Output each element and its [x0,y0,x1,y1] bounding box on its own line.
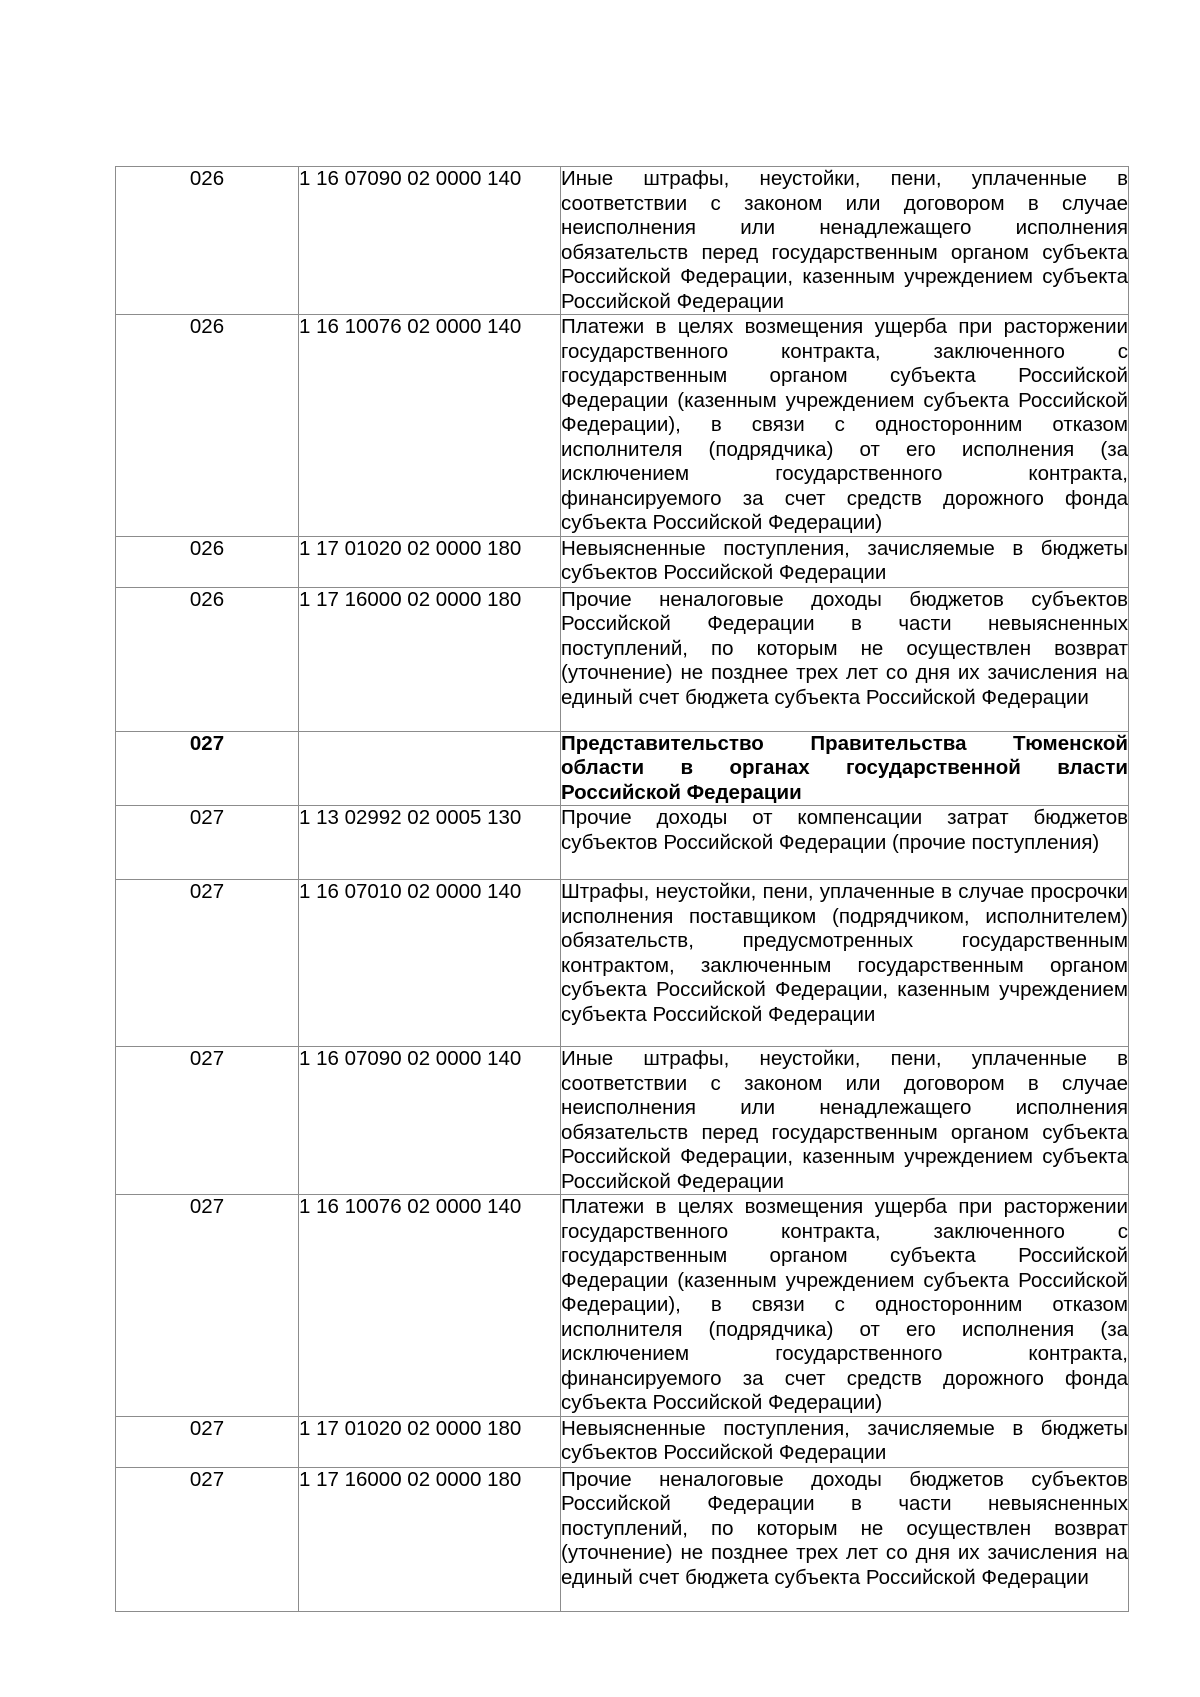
budget-classification-code-cell: 1 16 10076 02 0000 140 [299,315,561,537]
table-row [116,536,1129,587]
admin-code-cell: 027 [116,1195,299,1417]
revenue-name-cell: Штрафы, неустойки, пени, уплаченные в случае просрочки исполнения поставщиком (подрядчиком, исполнителем) обязательств, предусмотренных государственным контрактом, заключенным государственным органом субъекта Российской Федерации, казенным учреждением субъекта Российской Федерации [561,880,1129,1047]
table-row [116,880,1129,1047]
table-row [116,587,1129,731]
budget-classification-code-cell: 1 17 01020 02 0000 180 [299,536,561,587]
budget-classification-code-cell: 1 16 07090 02 0000 140 [299,1047,561,1195]
admin-code-cell: 026 [116,167,299,315]
admin-code-cell: 027 [116,731,299,806]
admin-code-cell: 027 [116,806,299,880]
admin-code-cell: 027 [116,1416,299,1467]
revenue-name-cell: Иные штрафы, неустойки, пени, уплаченные в соответствии с законом или договором в случае неисполнения или ненадлежащего исполнения обязательств перед государственным органом субъекта Российской Федерации, казенным учреждением субъекта Российской Федерации [561,167,1128,313]
revenue-name-cell: Иные штрафы, неустойки, пени, уплаченные в соответствии с законом или договором в случае неисполнения или ненадлежащего исполнения обязательств перед государственным органом субъекта Российской Федерации, казенным учреждением субъекта Российской Федерации [561,1047,1128,1193]
admin-code-cell: 027 [116,880,299,1047]
table-row [116,315,1129,537]
budget-classification-code-cell: 1 17 16000 02 0000 180 [299,1467,561,1611]
table-row [116,731,1129,806]
revenue-name-cell: Представительство Правительства Тюменской области в органах государственной власти Российской Федерации [561,731,1128,804]
admin-code-cell: 026 [116,315,299,537]
table-row [116,1195,1129,1417]
revenue-name-cell: Прочие неналоговые доходы бюджетов субъектов Российской Федерации в части невыясненных поступлений, по которым не осуществлен возврат (уточнение) не позднее трех лет со дня их зачисления на единый счет бюджета субъекта Российской Федерации [561,1467,1129,1611]
revenue-name-cell: Невыясненные поступления, зачисляемые в бюджеты субъектов Российской Федерации [561,1416,1129,1467]
revenue-codes-table [115,166,1129,1612]
revenue-name-cell: Прочие доходы от компенсации затрат бюджетов субъектов Российской Федерации (прочие поступления) [561,806,1129,880]
budget-classification-code-cell: 1 17 01020 02 0000 180 [299,1416,561,1467]
admin-code-cell: 026 [116,587,299,731]
budget-classification-code-cell: 1 16 07010 02 0000 140 [299,880,561,1047]
budget-classification-code-cell: 1 13 02992 02 0005 130 [299,806,561,880]
budget-classification-code-cell: 1 16 10076 02 0000 140 [299,1195,561,1417]
table-row [116,167,1129,315]
table-body [116,167,1129,1612]
revenue-name-cell: Платежи в целях возмещения ущерба при расторжении государственного контракта, заключенного с государственным органом субъекта Российской Федерации (казенным учреждением субъекта Российской Федерации), в связи с односторонним отказом исполнителя (подрядчика) от его исполнения (за исключением государственного контракта, финансируемого за счет средств дорожного фонда субъекта Российской Федерации) [561,1195,1128,1414]
admin-code-cell: 027 [116,1467,299,1611]
table-row [116,1416,1129,1467]
table-row [116,1047,1129,1195]
admin-code-cell: 027 [116,1047,299,1195]
revenue-name-cell: Невыясненные поступления, зачисляемые в бюджеты субъектов Российской Федерации [561,536,1129,587]
revenue-name-cell: Прочие неналоговые доходы бюджетов субъектов Российской Федерации в части невыясненных поступлений, по которым не осуществлен возврат (уточнение) не позднее трех лет со дня их зачисления на единый счет бюджета субъекта Российской Федерации [561,587,1129,731]
table-row [116,1467,1129,1611]
table-row [116,806,1129,880]
budget-classification-code-cell: 1 16 07090 02 0000 140 [299,167,561,315]
budget-classification-code-cell: 1 17 16000 02 0000 180 [299,587,561,731]
admin-code-cell: 026 [116,536,299,587]
revenue-name-cell: Платежи в целях возмещения ущерба при расторжении государственного контракта, заключенного с государственным органом субъекта Российской Федерации (казенным учреждением субъекта Российской Федерации), в связи с односторонним отказом исполнителя (подрядчика) от его исполнения (за исключением государственного контракта, финансируемого за счет средств дорожного фонда субъекта Российской Федерации) [561,315,1128,534]
budget-classification-code-cell [299,731,561,806]
